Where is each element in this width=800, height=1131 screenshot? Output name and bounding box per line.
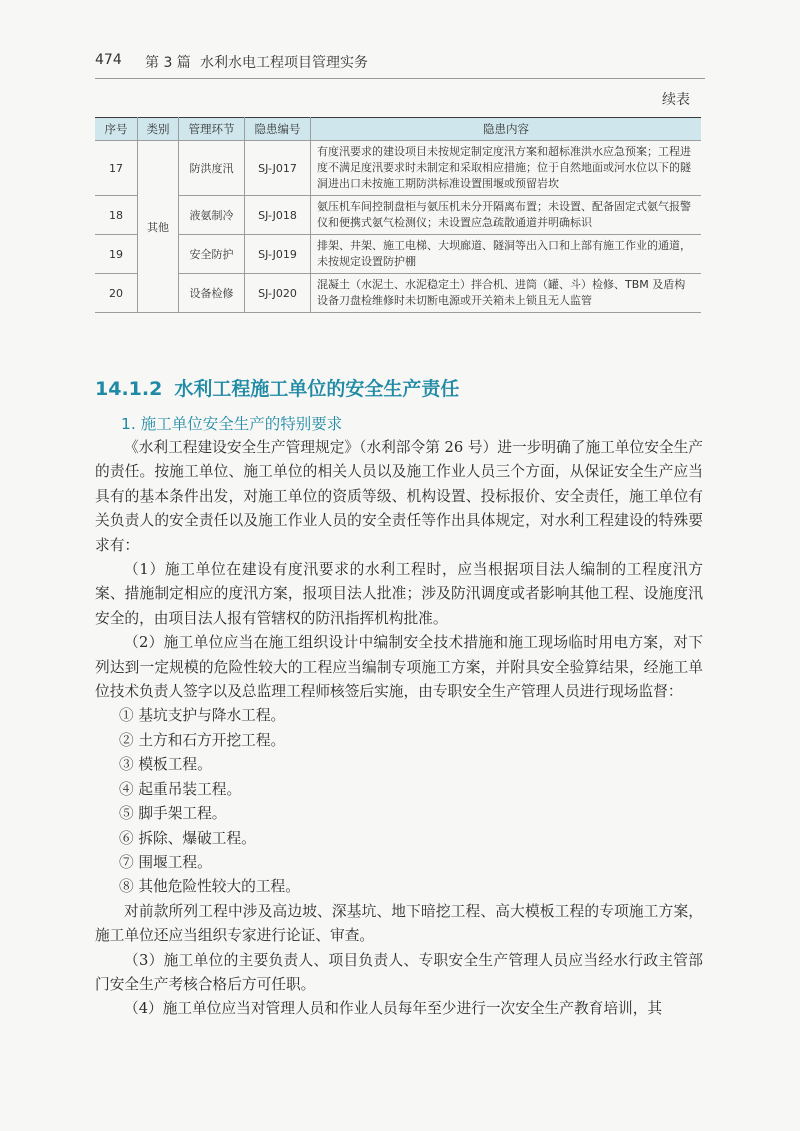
row-content: 有度汛要求的建设项目未按规定制定度汛方案和超标准洪水应急预案；工程进度不满足度汛要求时未制定和采取相应措施；位于自然地面或河水位以下的隧洞进出口未按施工期防洪标准设置围堰或预留岩坎 xyxy=(311,141,702,196)
row-content: 混凝土（水泥土、水泥稳定土）拌合机、进筒（罐、斗）检修、TBM 及盾构设备刀盘检维修时未切断电源或开关箱未上锁且无人监管 xyxy=(311,274,702,313)
row-stage: 设备检修 xyxy=(179,274,245,313)
paragraph-3: （3）施工单位的主要负责人、项目负责人、专职安全生产管理人员应当经水行政主管部门安全生产考核合格后方可任职。 xyxy=(95,951,703,993)
row-seq: 17 xyxy=(95,141,138,196)
list-item: ⑧ 其他危险性较大的工程。 xyxy=(119,878,300,896)
table-row xyxy=(95,274,701,313)
row-code: SJ-J017 xyxy=(245,141,311,196)
table-continued-label: 续表 xyxy=(662,92,690,108)
row-category: 其他 xyxy=(138,141,179,313)
paragraph-1: （1）施工单位在建设有度汛要求的水利工程时，应当根据项目法人编制的工程度汛方案、措施制定相应的度汛方案，报项目法人批准；涉及防汛调度或者影响其他工程、设施度汛安全的，由项目法人报有管辖权的防汛指挥机构批准。 xyxy=(95,561,703,627)
list-item: ⑥ 拆除、爆破工程。 xyxy=(119,829,256,847)
page-header xyxy=(95,52,705,76)
column-header-seq: 序号 xyxy=(95,118,138,141)
paragraph-2: （2）施工单位应当在施工组织设计中编制安全技术措施和施工现场临时用电方案，对下列达到一定规模的危险性较大的工程应当编制专项施工方案，并附具安全验算结果，经施工单位技术负责人签字以及总监理工程师核签后实施，由专职安全生产管理人员进行现场监督： xyxy=(95,634,703,701)
body-text xyxy=(95,436,703,1022)
section-title: 水利工程施工单位的安全生产责任 xyxy=(174,378,460,400)
header-divider xyxy=(95,78,705,79)
row-content: 排架、井架、施工电梯、大坝廊道、隧洞等出入口和上部有施工作业的通道，未按规定设置防护棚 xyxy=(311,235,702,274)
subsection-title: 1. 施工单位安全生产的特别要求 xyxy=(121,415,343,433)
list-item: ④ 起重吊装工程。 xyxy=(119,780,242,798)
row-seq: 18 xyxy=(95,196,138,235)
column-header-code: 隐患编号 xyxy=(245,118,311,141)
page-number: 474 xyxy=(95,52,122,68)
book-title: 水利水电工程项目管理实务 xyxy=(200,55,368,71)
row-seq: 20 xyxy=(95,274,138,313)
row-code: SJ-J018 xyxy=(245,196,311,235)
row-content: 氨压机车间控制盘柜与氨压机未分开隔离布置；未设置、配备固定式氨气报警仪和便携式氨气检测仪；未设置应急疏散通道并明确标识 xyxy=(311,196,702,235)
table-row xyxy=(95,235,701,274)
list-item: ② 土方和石方开挖工程。 xyxy=(119,731,286,749)
row-stage: 防洪度汛 xyxy=(179,141,245,196)
table-row xyxy=(95,141,701,196)
paragraph-after-list: 对前款所列工程中涉及高边坡、深基坑、地下暗挖工程、高大模板工程的专项施工方案，施工单位还应当组织专家进行论证、审查。 xyxy=(95,902,703,945)
table-header-row xyxy=(95,118,701,141)
row-code: SJ-J019 xyxy=(245,235,311,274)
list-item: ③ 模板工程。 xyxy=(119,756,212,774)
part-label: 第 3 篇 xyxy=(145,55,191,71)
column-header-stage: 管理环节 xyxy=(179,118,245,141)
row-stage: 液氨制冷 xyxy=(179,196,245,235)
intro-paragraph: 《水利工程建设安全生产管理规定》（水利部令第 26 号）进一步明确了施工单位安全生产的责任。按施工单位、施工单位的相关人员以及施工作业人员三个方面，从保证安全生产应当具有的基本条件出发，对施工单位的资质等级、机构设置、投标报价、安全责任，施工单位有关负责人的安全责任以及施工作业人员的安全责任等作出具体规定，对水利工程建设的特殊要求有： xyxy=(95,439,703,554)
row-stage: 安全防护 xyxy=(179,235,245,274)
column-header-content: 隐患内容 xyxy=(311,118,702,141)
row-code: SJ-J020 xyxy=(245,274,311,313)
table-row xyxy=(95,196,701,235)
list-item: ① 基坑支护与降水工程。 xyxy=(119,707,286,725)
column-header-category: 类别 xyxy=(138,118,179,141)
hazard-table xyxy=(95,117,701,313)
section-heading xyxy=(95,374,459,401)
section-number: 14.1.2 xyxy=(95,378,163,400)
list-item: ⑤ 脚手架工程。 xyxy=(119,805,227,823)
row-seq: 19 xyxy=(95,235,138,274)
list-item: ⑦ 围堰工程。 xyxy=(119,853,212,871)
paragraph-4: （4）施工单位应当对管理人员和作业人员每年至少进行一次安全生产教育培训，其 xyxy=(124,1000,663,1018)
